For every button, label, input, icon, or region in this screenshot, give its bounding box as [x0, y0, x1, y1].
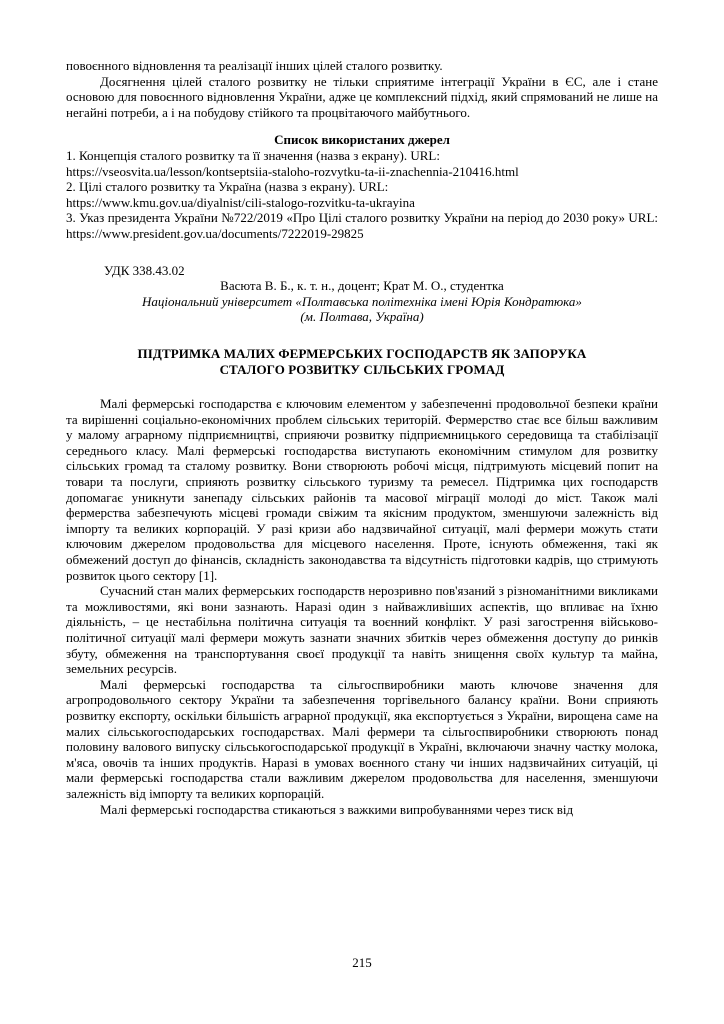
article-city: (м. Полтава, Україна): [300, 309, 424, 325]
article-paragraph-4: Малі фермерські господарства стикаються з важкими випробуваннями через тиск від: [100, 801, 574, 817]
article-paragraph-3: Малі фермерські господарства та сільгоспвиробники мають ключове значення для агропродовольчого сектору України та забезпечення торгівельного балансу країни. Вони сприяють розвитку експорту, оскільки більшість аграрної продукції, яка експортується з України, вирощена саме на малих сільськогосподарських господарствах. Малі фермери та сільгоспвиробники створюють понад половину валового випуску сільськогосподарської продукції в Україні, включаючи значну частку молока, м'яса, овочів та інших продуктів. Наразі в умовах воєнного стану чи інших надзвичайних ситуацій, ці мали фермерські господарства стали важливим джерелом продовольства для населення, зменшуючи залежність від імпорту та великих корпорацій.: [66, 676, 658, 801]
closing-paragraph: Досягнення цілей сталого розвитку не тільки сприятиме інтеграції України в ЄС, але і стане основою для повоєнного відновлення України, адже це комплексний підхід, який спрямований не лише на негайні потреби, а і на побудову стійкого та процвітаючого майбутнього.: [66, 73, 658, 120]
article-title-line-2: СТАЛОГО РОЗВИТКУ СІЛЬСЬКИХ ГРОМАД: [219, 361, 505, 377]
continued-paragraph: повоєнного відновлення та реалізації інших цілей сталого розвитку.: [66, 58, 443, 73]
article-affiliation: Національний університет «Полтавська політехніка імені Юрія Кондратюка»: [142, 293, 582, 309]
udk-code: УДК 338.43.02: [104, 262, 185, 278]
reference-item-2-text: 2. Цілі сталого розвитку та Україна (назва з екрану). URL:: [66, 179, 389, 195]
article-paragraph-2: Сучасний стан малих фермерських господарств нерозривно пов'язаний з різноманітними викликами та можливостями, які вони зазнають. Наразі один з найважливіших аспектів, що впливає на їхню діяльність, – це нестабільна політична ситуація та воєнний конфлікт. У разі загострення військово-політичної ситуації малі фермери можуть зазнати значних збитків через обмеження доступу до ринків збуту, обмеження на транспортування своєї продукції та навіть знищення своїх культур та майна, земельних ресурсів.: [66, 583, 658, 677]
page-content: [66, 58, 658, 817]
page-number: 215: [352, 955, 372, 970]
references-heading: Список використаних джерел: [274, 132, 450, 148]
article-authors: Васюта В. Б., к. т. н., доцент; Крат М. О., студентка: [220, 278, 504, 294]
reference-item-1-url[interactable]: https://vseosvita.ua/lesson/kontseptsiia-staloho-rozvytku-ta-ii-znachennia-210416.html: [66, 163, 519, 179]
reference-item-1-text: 1. Концепція сталого розвитку та її значення (назва з екрану). URL:: [66, 147, 440, 163]
reference-item-2-url[interactable]: https://www.kmu.gov.ua/diyalnist/cili-stalogo-rozvitku-ta-ukrayina: [66, 194, 415, 210]
reference-item-3: 3. Указ президента України №722/2019 «Про Цілі сталого розвитку України на період до 2030 року» URL: https://www.president.gov.ua/documents/7222019-29825: [66, 210, 658, 241]
article-title-line-1: ПІДТРИМКА МАЛИХ ФЕРМЕРСЬКИХ ГОСПОДАРСТВ ЯК ЗАПОРУКА: [137, 345, 587, 361]
article-paragraph-1: Малі фермерські господарства є ключовим елементом у забезпеченні продовольчої безпеки країни та вирішенні соціально-економічних проблем сільських територій. Фермерство стає все більш важливим у малому аграрному підприємництві, сприяючи розвитку підприємницького середовища та стабілізації середнього класу. Малі фермерські господарства виступають економічним стимулом для розвитку сільських громад та сталому розвитку. Вони створюють робочі місця, підтримують місцевий попит на товари та послуги, сприяють розвитку сільського туризму та ремесел. Підтримка цих господарств допомагає уникнути занепаду сільських районів та масової міграції молоді до міст. Також малі фермерства забезпечують місцеві громади свіжим та якісним продуктом, зменшуючи залежність від імпорту та великих корпорацій. У разі кризи або надзвичайної ситуації, малі фермери можуть стати ключовим джерелом продовольства для місцевого населення. Проте, існують обмеження, такі як обмежений доступ до фінансів, складність законодавства та відсутність підготовки кадрів, що стримують розвиток цього сектору [1].: [66, 396, 658, 583]
